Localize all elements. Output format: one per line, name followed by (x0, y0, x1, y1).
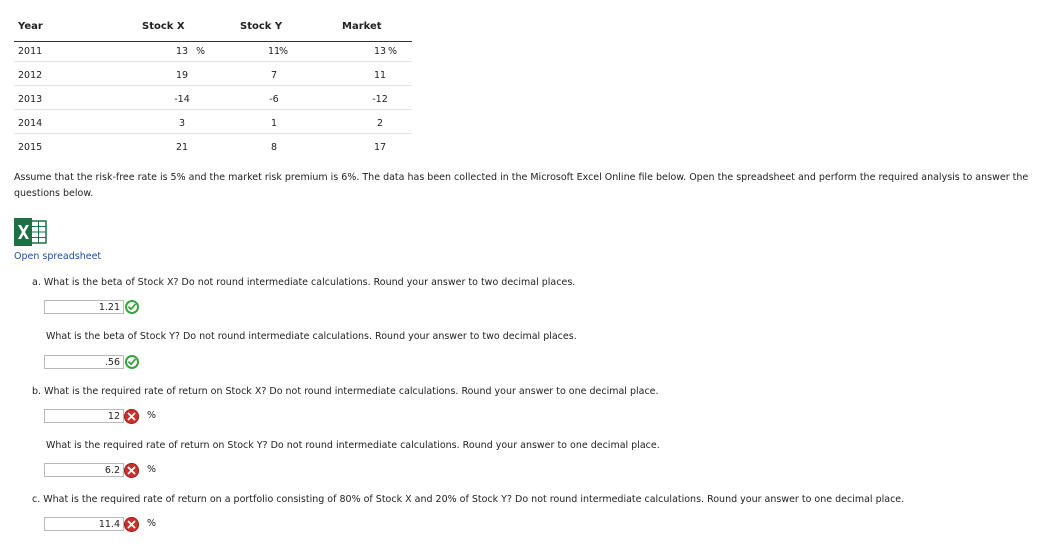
table-cell-stock-x: 19 (175, 70, 189, 81)
table-row-year: 2012 (18, 70, 43, 81)
percent-unit: % (147, 464, 157, 475)
percent-sign: % (388, 46, 398, 57)
answer-input-portfolio-return[interactable]: 11.4 (44, 517, 124, 531)
answer-input-beta-x[interactable]: 1.21 (44, 300, 124, 314)
row-divider (14, 133, 412, 134)
excel-icon[interactable] (14, 218, 48, 246)
percent-sign: % (279, 46, 289, 57)
header-stock-y: Stock Y (240, 21, 283, 32)
header-divider (14, 41, 412, 42)
table-cell-stock-y: 7 (270, 70, 278, 81)
percent-sign: % (196, 46, 206, 57)
x-circle-icon (124, 517, 139, 532)
table-cell-market: 11 (373, 70, 387, 81)
header-stock-x: Stock X (142, 21, 185, 32)
question-beta-y: What is the beta of Stock Y? Do not round intermediate calculations. Round your answer to two decimal places. (46, 331, 577, 342)
table-row-year: 2015 (18, 142, 43, 153)
answer-input-return-y[interactable]: 6.2 (44, 463, 124, 477)
question-c-portfolio-return: c. What is the required rate of return on a portfolio consisting of 80% of Stock X and 20% of Stock Y? Do not round intermediate calculations. Round your answer to one decimal place. (32, 494, 905, 505)
table-cell-market: 13 (373, 46, 387, 57)
table-cell-stock-y: 8 (270, 142, 278, 153)
table-row-year: 2014 (18, 118, 43, 129)
header-market: Market (342, 21, 382, 32)
table-cell-market: 2 (376, 118, 384, 129)
table-row-year: 2011 (18, 46, 43, 57)
table-cell-stock-y: 1 (270, 118, 278, 129)
row-divider (14, 109, 412, 110)
open-spreadsheet-link[interactable]: Open spreadsheet (14, 251, 102, 262)
check-circle-icon (125, 300, 139, 314)
table-cell-market: -12 (372, 94, 388, 105)
question-b-return-x: b. What is the required rate of return on Stock X? Do not round intermediate calculations. Round your answer to one decimal place. (32, 386, 659, 397)
answer-input-beta-y[interactable]: .56 (44, 355, 124, 369)
table-cell-market: 17 (373, 142, 387, 153)
check-circle-icon (125, 355, 139, 369)
table-cell-stock-y: 11 (267, 46, 281, 57)
percent-unit: % (147, 518, 157, 529)
percent-unit: % (147, 410, 157, 421)
table-cell-stock-y: -6 (269, 94, 279, 105)
question-return-y: What is the required rate of return on Stock Y? Do not round intermediate calculations. Round your answer to one decimal place. (46, 440, 660, 451)
question-a-beta-x: a. What is the beta of Stock X? Do not round intermediate calculations. Round your answer to two decimal places. (32, 277, 576, 288)
answer-input-return-x[interactable]: 12 (44, 409, 124, 423)
problem-statement: Assume that the risk-free rate is 5% and the market risk premium is 6%. The data has been collected in the Microsoft Excel Online file below. Open the spreadsheet and perform the required analysis to answer the questions below. (14, 172, 1029, 199)
table-cell-stock-x: 21 (175, 142, 189, 153)
table-cell-stock-x: 3 (178, 118, 186, 129)
table-row-year: 2013 (18, 94, 43, 105)
table-cell-stock-x: -14 (174, 94, 190, 105)
header-year: Year (18, 21, 43, 32)
row-divider (14, 61, 412, 62)
table-cell-stock-x: 13 (175, 46, 189, 57)
x-circle-icon (124, 463, 139, 478)
x-circle-icon (124, 409, 139, 424)
row-divider (14, 85, 412, 86)
